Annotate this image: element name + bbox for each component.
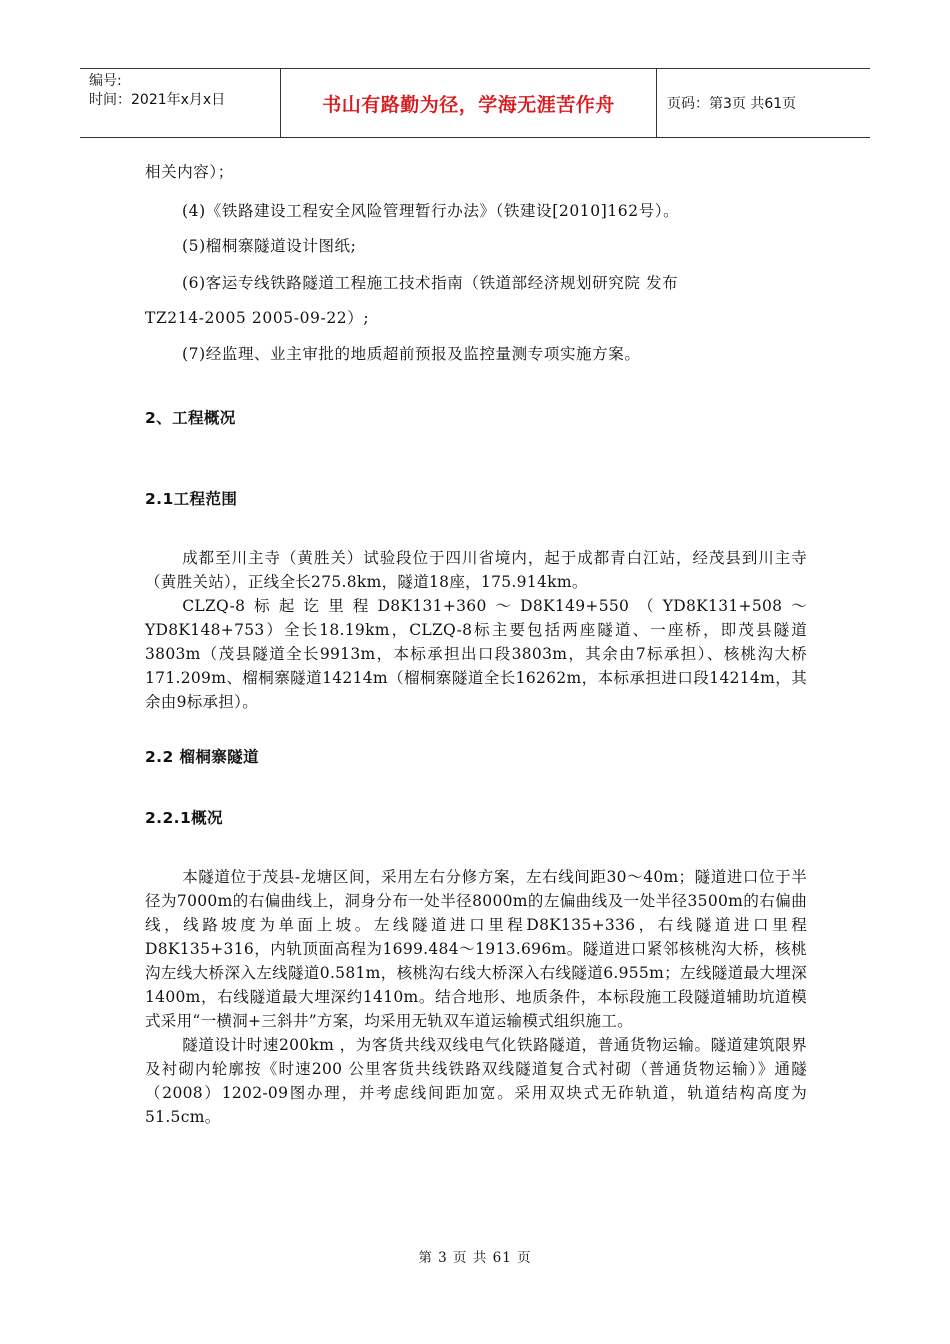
number-label: 编号: xyxy=(89,73,122,89)
ref-item-7: (7)经监理、业主审批的地质超前预报及监控量测专项实施方案。 xyxy=(182,345,641,363)
overview-paragraph-2: 隧道设计时速200km ，为客货共线双线电气化铁路隧道，普通货物运输。隧道建筑限界及衬砌内轮廓按《时速200 公里客货共线铁路双线隧道复合式衬砌（普通货物运输）》通隧（2008）1202-09图办理，并考虑线间距加宽。采用双块式无砟轨道，轨道结构高度为51.5cm。 xyxy=(145,1036,807,1126)
header-motto: 书山有路勤为径，学海无涯苦作舟 xyxy=(281,69,657,137)
ref-continuation: 相关内容）； xyxy=(145,163,234,181)
header-page-label: 页码：第3页 共61页 xyxy=(667,96,797,112)
overview-paragraph-1: 本隧道位于茂县-龙塘区间，采用左右分修方案，左右线间距30～40m；隧道进口位于半径为7000m的右偏曲线上，洞身分布一处半径8000m的左偏曲线及一处半径3500m的右偏曲线，线路坡度为单面上坡。左线隧道进口里程D8K135+336，右线隧道进口里程D8K135+316，内轨顶面高程为1699.484～1913.696m。隧道进口紧邻核桃沟大桥，核桃沟左线大桥深入左线隧道0.581m，核桃沟右线大桥深入右线隧道6.955m；左线隧道最大埋深1400m，右线隧道最大埋深约1410m。结合地形、地质条件，本标段施工段隧道辅助坑道模式采用“一横洞+三斜井”方案，均采用无轨双车道运输模式组织施工。 xyxy=(145,868,807,1030)
scope-paragraph-2: CLZQ-8标起讫里程D8K131+360～D8K149+550（YD8K131+508～YD8K148+753）全长18.19km，CLZQ-8标主要包括两座隧道、一座桥，即茂县隧道3803m（茂县隧道全长9913m，本标承担出口段3803m，其余由7标承担）、核桃沟大桥171.209m、榴桐寨隧道14214m（榴桐寨隧道全长16262m，本标承担进口段14214m，其余由9标承担）。 xyxy=(145,597,807,711)
section-heading-2-2-1: 2.2.1概况 xyxy=(145,809,223,827)
page-header xyxy=(80,68,870,138)
overview-section xyxy=(145,865,807,1129)
scope-section xyxy=(145,546,807,714)
ref-item-6: (6)客运专线铁路隧道工程施工技术指南（铁道部经济规划研究院 发布 xyxy=(182,274,679,292)
section-heading-2-1: 2.1工程范围 xyxy=(145,490,238,508)
section-heading-2: 2、工程概况 xyxy=(145,409,236,427)
date-label: 时间：2021年x月x日 xyxy=(89,92,226,108)
ref-item-4: (4)《铁路建设工程安全风险管理暂行办法》（铁建设[2010]162号）。 xyxy=(182,202,680,220)
scope-paragraph-1: 成都至川主寺（黄胜关）试验段位于四川省境内，起于成都青白江站，经茂县到川主寺（黄胜关站），正线全长275.8km，隧道18座，175.914km。 xyxy=(145,549,807,591)
page-footer: 第 3 页 共 61 页 xyxy=(418,1250,532,1266)
section-heading-2-2: 2.2 榴桐寨隧道 xyxy=(145,748,259,766)
header-meta xyxy=(80,69,281,137)
ref-item-5: (5)榴桐寨隧道设计图纸; xyxy=(182,237,357,255)
ref-item-6-continued: TZ214-2005 2005-09-22）; xyxy=(145,309,370,327)
